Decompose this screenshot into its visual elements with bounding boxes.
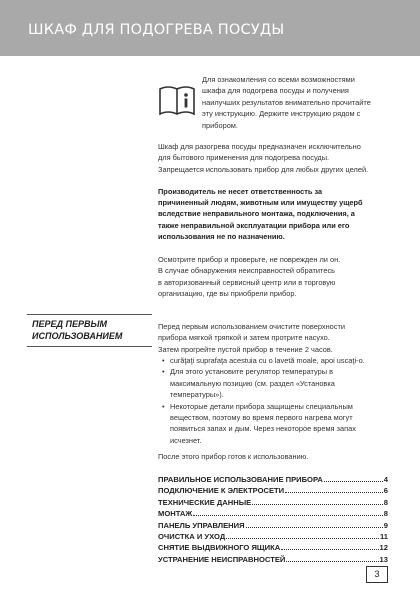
toc-entry[interactable]: ОЧИСТКА И УХОД 11: [158, 531, 388, 541]
section-heading-box: [27, 314, 152, 347]
inspection-paragraph: Осмотрите прибор и проверьте, не поврежден ли он. В случае обнаружения неисправностей обратитесь в авторизованный сервисный центр или в торговую организацию, где вы приобрели прибор.: [158, 255, 341, 299]
list-item: • curăţaţi suprafaţa acestuia cu o lavetă moale, apoi uscaţi-o.: [162, 355, 365, 366]
intro-paragraph: Шкаф для разогрева посуды предназначен исключительно для бытового применения для подогрева посуды. Запрещается использовать прибор для любых других целей.: [158, 142, 369, 174]
toc-entry[interactable]: УСТРАНЕНИЕ НЕИСПРАВНОСТЕЙ 13: [158, 554, 388, 564]
ready-line: После этого прибор готов к использованию.: [158, 452, 309, 461]
page-number: 3: [366, 566, 388, 583]
header-band: [0, 0, 420, 56]
notice-text: Для ознакомления со всеми возможностями шкафа для подогрева посуды и получения наилучших результатов внимательно прочитайте эту инструкцию. Держите инструкцию рядом с прибором.: [202, 75, 371, 130]
section-heading-line-1: ПЕРЕД ПЕРВЫМ: [32, 319, 107, 329]
toc-entry[interactable]: ПОДКЛЮЧЕНИЕ К ЭЛЕКТРОСЕТИ 6: [158, 486, 388, 496]
toc-entry[interactable]: ПАНЕЛЬ УПРАВЛЕНИЯ 9: [158, 520, 388, 530]
before-use-paragraph: Перед первым использованием очистите поверхности прибора мягкой тряпкой и затем протрите насухо. Затем прогрейте пустой прибор в течение 2 часов.: [158, 322, 345, 354]
list-item: • Для этого установите регулятор температуры в максимальную позицию (см. раздел «Установка температуры»).: [162, 366, 365, 400]
before-use-bullet-list: [162, 355, 365, 446]
toc-entry[interactable]: МОНТАЖ 8: [158, 509, 388, 519]
section-heading-line-2: ИСПОЛЬЗОВАНИЕМ: [32, 331, 123, 341]
info-book-icon: [158, 84, 196, 117]
page-title: ШКАФ ДЛЯ ПОДОГРЕВА ПОСУДЫ: [28, 22, 285, 38]
toc-entry[interactable]: ТЕХНИЧЕСКИЕ ДАННЫЕ 8: [158, 497, 388, 507]
toc-entry[interactable]: ПРАВИЛЬНОЕ ИСПОЛЬЗОВАНИЕ ПРИБОРА 4: [158, 475, 388, 484]
list-item: • Некоторые детали прибора защищены специальным веществом, поэтому во время первого нагрева могут появиться запах и дым. Через некоторое время запах исчезнет.: [162, 401, 365, 447]
toc-entry[interactable]: СНЯТИЕ ВЫДВИЖНОГО ЯЩИКА 12: [158, 543, 388, 553]
table-of-contents: [158, 475, 388, 566]
disclaimer-paragraph: Производитель не несет ответственность за причиненный людям, животным или имуществу ущерб вследствие неправильного монтажа, подключения, а также неправильной эксплуатации прибора или его использования не по назначению.: [158, 187, 363, 241]
